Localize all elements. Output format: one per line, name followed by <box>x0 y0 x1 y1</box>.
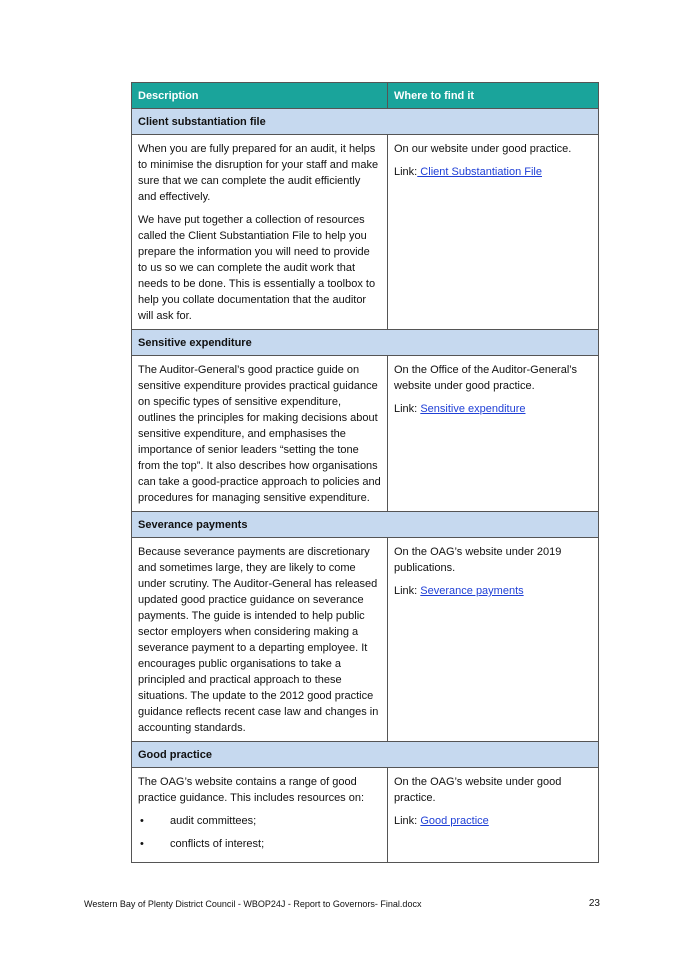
list-item <box>138 836 381 852</box>
good-practice-resources-table <box>131 82 599 863</box>
section-title: Sensitive expenditure <box>132 330 599 356</box>
link-line <box>394 813 592 829</box>
section-title: Good practice <box>132 742 599 768</box>
section-row <box>132 330 599 356</box>
list-item-text: conflicts of interest; <box>170 838 265 850</box>
section-row <box>132 512 599 538</box>
table-row <box>132 768 599 863</box>
where-to-find-cell <box>388 768 599 863</box>
where-to-find-cell <box>388 538 599 742</box>
severance-payments-link[interactable]: Severance payments <box>420 585 524 597</box>
section-row <box>132 109 599 135</box>
resource-bullet-list <box>138 813 381 852</box>
section-title: Client substantiation file <box>132 109 599 135</box>
where-to-find-text: On the OAG’s website under good practice. <box>394 776 562 804</box>
description-cell <box>132 356 388 512</box>
list-item <box>138 813 381 829</box>
bullet-icon: • <box>140 815 144 827</box>
column-header-description: Description <box>132 83 388 109</box>
link-prefix: Link: <box>394 403 418 415</box>
client-substantiation-file-link[interactable]: Client Substantiation File <box>417 166 542 178</box>
description-paragraph: The Auditor-General’s good practice guide on sensitive expenditure provides practical guidance on specific types of sensitive expenditure, outlines the principles for making decisions about sensitive expenditure, and emphasises the importance of senior leaders “setting the tone from the top”. It also describes how organisations can take a good-practice approach to policies and procedures for managing sensitive expenditure. <box>138 364 381 504</box>
link-prefix: Link: <box>394 585 421 597</box>
table-row <box>132 356 599 512</box>
table-header-row <box>132 83 599 109</box>
link-prefix: Link: <box>394 166 418 178</box>
bullet-icon: • <box>140 838 144 850</box>
list-item-text: audit committees; <box>170 815 257 827</box>
where-to-find-cell <box>388 356 599 512</box>
footer-document-name: Western Bay of Plenty District Council - WBOP24J - Report to Governors- Final.docx <box>84 899 422 909</box>
description-paragraph: Because severance payments are discretionary and sometimes large, they are likely to come under scrutiny. The Auditor-General has released updated good practice guidance on severance payments. The guide is intended to help public sector employers when considering making a severance payment to a departing employee. It encourages public organisations to take a principled and practical approach to these situations. The update to the 2012 good practice guidance reflects recent case law and changes in accounting standards. <box>138 546 379 734</box>
link-line <box>394 583 592 599</box>
description-cell <box>132 135 388 330</box>
link-line <box>394 164 592 180</box>
sensitive-expenditure-link[interactable]: Sensitive expenditure <box>420 403 526 415</box>
description-cell <box>132 538 388 742</box>
section-title: Severance payments <box>132 512 599 538</box>
description-paragraph: The OAG’s website contains a range of good practice guidance. This includes resources on: <box>138 776 365 804</box>
table-row <box>132 538 599 742</box>
table-row <box>132 135 599 330</box>
link-line <box>394 401 592 417</box>
where-to-find-text: On the OAG’s website under 2019 publications. <box>394 546 562 574</box>
link-prefix: Link: <box>394 815 418 827</box>
page-number: 23 <box>588 898 600 909</box>
where-to-find-text: On the Office of the Auditor-General’s website under good practice. <box>394 364 578 392</box>
description-cell <box>132 768 388 863</box>
section-row <box>132 742 599 768</box>
where-to-find-text: On our website under good practice. <box>394 143 572 155</box>
column-header-where-to-find-it: Where to find it <box>388 83 599 109</box>
description-paragraph: We have put together a collection of resources called the Client Substantiation File to help you prepare the information you will need to provide to us so we can complete the audit work that needs to be done. This is essentially a toolbox to help you collate documentation that the auditor will ask for. <box>138 214 376 322</box>
good-practice-link[interactable]: Good practice <box>420 815 489 827</box>
where-to-find-cell <box>388 135 599 330</box>
description-paragraph: When you are fully prepared for an audit, it helps to minimise the disruption for your staff and make sure that we can complete the audit efficiently and effectively. <box>138 143 379 203</box>
